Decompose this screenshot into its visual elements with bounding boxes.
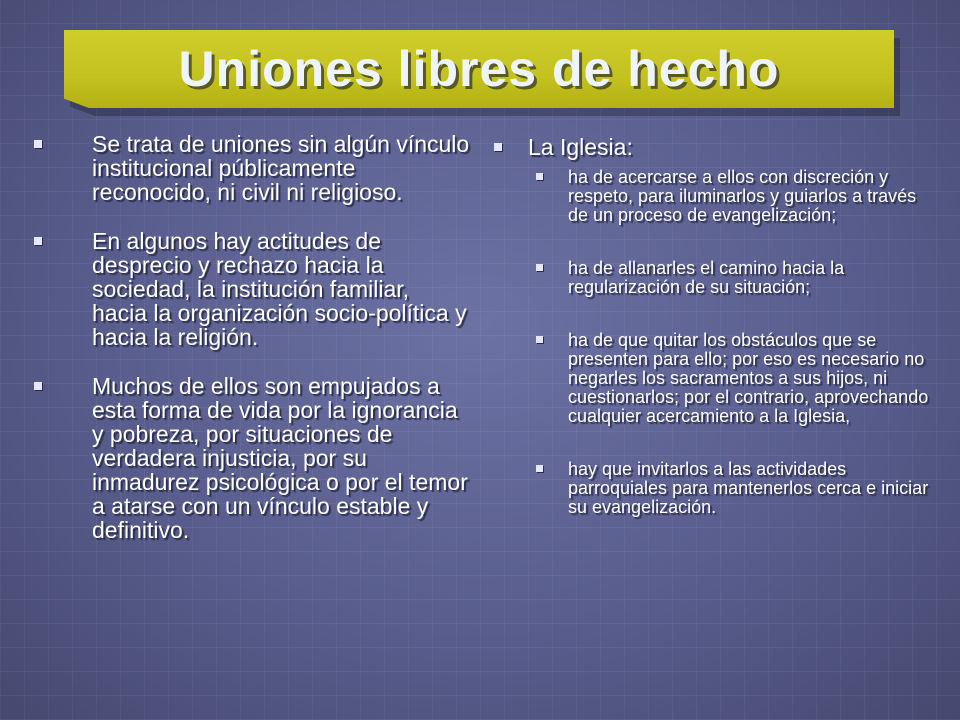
right-column — [490, 134, 930, 517]
slide-title: Uniones libres de hecho — [178, 41, 780, 97]
left-point — [30, 229, 470, 349]
square-bullet-icon — [34, 140, 42, 148]
left-point — [30, 132, 470, 204]
right-point — [536, 168, 930, 225]
left-point-text: Muchos de ellos son empujados a esta forma de vida por la ignorancia y pobreza, por situaciones de verdadera injusticia, por su inmadurez psicológica o por el temor a atarse con un vínculo estable y definitivo. — [92, 373, 468, 543]
right-point-text: ha de allanarles el camino hacia la regularización de su situación; — [568, 258, 845, 297]
right-point-text: hay que invitarlos a las actividades parroquiales para mantenerlos cerca e iniciar su evangelización. — [568, 459, 929, 517]
square-bullet-icon — [536, 336, 543, 343]
square-bullet-icon — [536, 173, 543, 180]
square-bullet-icon — [34, 382, 42, 390]
square-bullet-icon — [536, 465, 543, 472]
right-heading-text: La Iglesia: — [528, 134, 633, 160]
right-point — [536, 331, 930, 426]
right-sub-list — [536, 168, 930, 517]
right-point-text: ha de acercarse a ellos con discreción y respeto, para iluminarlos y guiarlos a través de un proceso de evangelización; — [568, 167, 917, 225]
left-point-text: En algunos hay actitudes de desprecio y rechazo hacia la sociedad, la institución familiar, hacia la organización socio-política y hacia la religión. — [92, 228, 467, 350]
left-point-text: Se trata de uniones sin algún vínculo institucional públicamente reconocido, ni civil ni religioso. — [92, 131, 470, 205]
square-bullet-icon — [536, 264, 543, 271]
right-point — [536, 259, 930, 297]
square-bullet-icon — [494, 143, 502, 151]
right-point-text: ha de que quitar los obstáculos que se presenten para ello; por eso es necesario no negarles los sacramentos a sus hijos, ni cuestionarlos; por el contrario, aprovechando cualquier acercamiento a la Iglesia, — [568, 330, 929, 426]
left-point — [30, 374, 470, 542]
right-point — [536, 460, 930, 517]
left-column — [30, 132, 470, 542]
right-heading — [490, 134, 930, 160]
square-bullet-icon — [34, 237, 42, 245]
